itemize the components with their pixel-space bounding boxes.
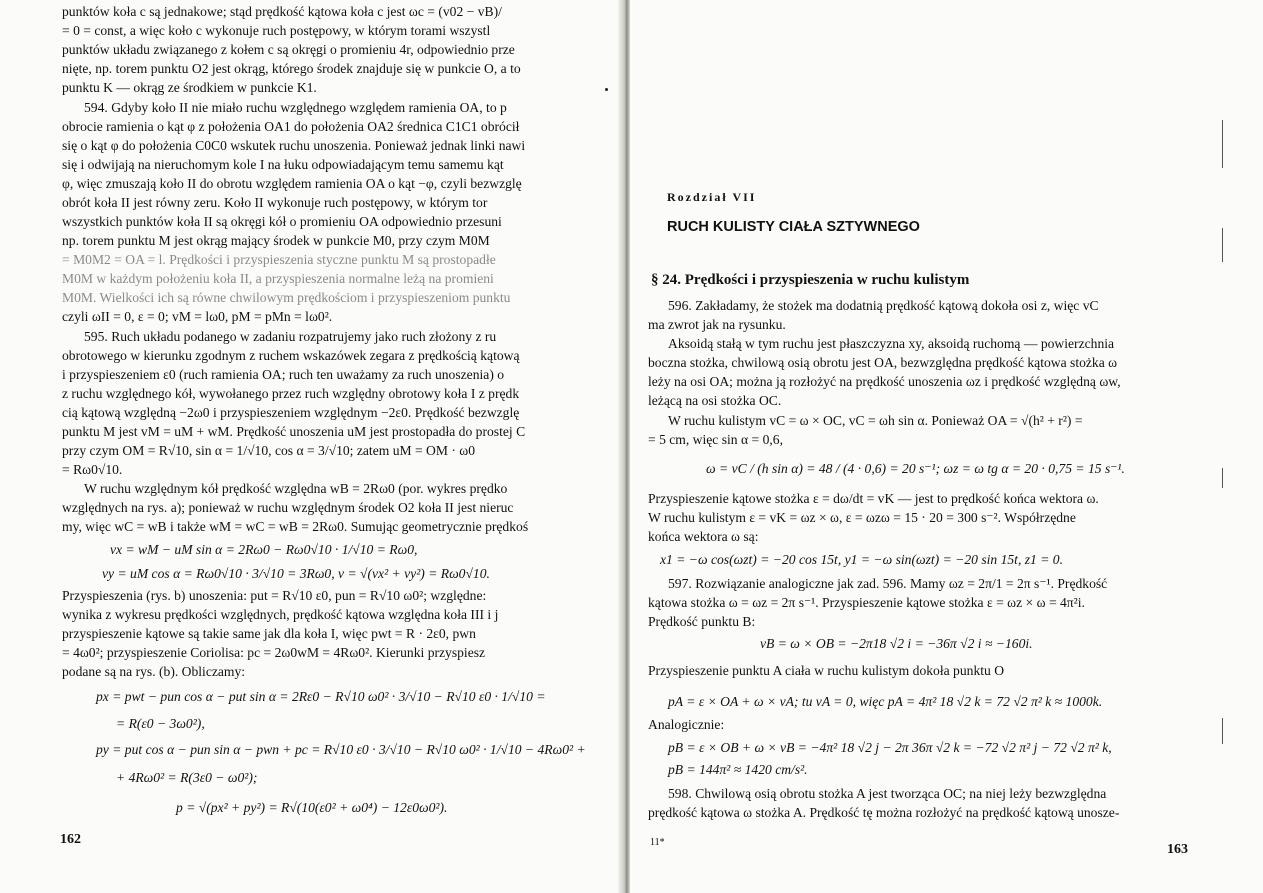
text-line: M0M w każdym położeniu koła II, a przyspieszenia normalne leżą na promieni — [62, 271, 494, 286]
text-line: się o kąt φ do położenia C0C0 wskutek ruchu unoszenia. Ponieważ jednak linki nawi — [62, 138, 526, 153]
text-line: nięte, np. torem punktu O2 jest okrąg, którego środek znajduje się w punkcie O, a to — [62, 61, 521, 76]
equation-pb-magnitude: pB = 144π² ≈ 1420 cm/s². — [668, 762, 808, 777]
text-line: obrót koła II jest równy zeru. Koło II wykonuje ruch postępowy, w którym tor — [62, 195, 488, 210]
problem-598-start: 598. Chwilową osią obrotu stożka A jest tworząca OC; na niej leży bezwzględna — [668, 786, 1107, 801]
text-line: obrocie ramienia o kąt φ z położenia OA1 do położenia OA2 średnica C1C1 obrócił — [62, 119, 520, 134]
text-line: = Rω0√10. — [62, 462, 123, 477]
text-line: leży na osi OA; można ją rozłożyć na prędkość unoszenia ωz i prędkość względną ωw, — [648, 374, 1121, 389]
text-line: = 5 cm, więc sin α = 0,6, — [648, 432, 783, 447]
text-line: ma zwrot jak na rysunku. — [648, 317, 786, 332]
text-line: punktu K — okrąg ze środkiem w punkcie K1. — [62, 80, 317, 95]
text-line: Prędkość punktu B: — [648, 614, 756, 629]
scan-margin-mark — [1222, 120, 1223, 168]
text-line: = M0M2 = OA = l. Prędkości i przyspieszenia styczne punktu M są prostopadłe — [62, 252, 496, 267]
left-page — [0, 0, 622, 893]
page-number-left: 162 — [60, 832, 81, 847]
equation-vx: vx = wM − uM sin α = 2Rω0 − Rω0√10 · 1/√10 = Rω0, — [110, 542, 418, 557]
text-line: względnych na rys. a); ponieważ w ruchu względnym środek O2 koła II jest nieruc — [62, 500, 514, 515]
equation-p: p = √(px² + py²) = R√(10(ε0² + ω0⁴) − 12ε0ω0²). — [176, 800, 448, 815]
text-line: Analogicznie: — [648, 717, 725, 732]
equation-omega: ω = vC / (h sin α) = 48 / (4 · 0,6) = 20 s⁻¹; ωz = ω tg α = 20 · 0,75 = 15 s⁻¹. — [706, 461, 1125, 476]
text-line: = 4ω0²; przyspieszenie Coriolisa: pc = 2ω0wM = 4Rω0². Kierunki przyspiesz — [62, 645, 486, 660]
text-line: Przyspieszenie kątowe stożka ε = dω/dt = vK — jest to prędkość końca wektora ω. — [648, 491, 1099, 506]
page-number-right: 163 — [1167, 842, 1188, 857]
text-line: boczna stożka, chwilową osią obrotu jest OA, bezwzględna prędkość kątowa stożka ω — [648, 355, 1118, 370]
text-line: z ruchu względnego kół, wywołanego przez ruch względny obrotowy koła I z prędk — [62, 386, 520, 401]
text-line: przy czym OM = R√10, sin α = 1/√10, cos α = 3/√10; zatem uM = OM · ω0 — [62, 443, 476, 458]
text-line: się i odwijają na nieruchomym kole I na łuku odpowiadającym temu samemu kąt — [62, 157, 504, 172]
equation-px: px = pwt − pun cos α − put sin α = 2Rε0 − R√10 ω0² · 3/√10 − R√10 ε0 · 1/√10 = — [96, 689, 546, 704]
text-line: punktów układu związanego z kołem c są okręgi o promieniu 4r, odpowiednio prze — [62, 42, 515, 57]
printer-signature: 11* — [650, 837, 665, 848]
text-line: kątowa stożka ω = ωz = 2π s⁻¹. Przyspieszenie kątowe stożka ε = ωz × ω = 4π²i. — [648, 595, 1085, 610]
text-line: i przyspieszeniem ε0 (ruch ramienia OA; ruch ten uważamy za ruch unoszenia) o — [62, 367, 505, 382]
text-line: punktów koła c są jednakowe; stąd prędkość kątowa koła c jest ωc = (v02 − vB)/ — [62, 4, 502, 19]
text-line: W ruchu kulistym ε = vK = ωz × ω, ε = ωzω = 15 · 20 = 300 s⁻². Współrzędne — [648, 510, 1076, 525]
text-line: cią kątową względną −2ω0 i przyspieszeniem względnym −2ε0. Prędkość bezwzglę — [62, 405, 520, 420]
text-line: my, więc wC = wB i także wM = wC = wB = 2Rω0. Sumując geometrycznie prędkoś — [62, 519, 529, 534]
text-line: M0M. Wielkości ich są równe chwilowym prędkościom i przyspieszeniom punktu — [62, 290, 511, 305]
text-line: końca wektora ω są: — [648, 529, 759, 544]
equation-py-result: + 4Rω0² = R(3ε0 − ω0²); — [116, 770, 258, 785]
text-line: wszystkich punktów koła II są okręgi kół o promieniu OA odpowiednio przesuni — [62, 214, 502, 229]
equation-coordinates: x1 = −ω cos(ωzt) = −20 cos 15t, y1 = −ω sin(ωzt) = −20 sin 15t, z1 = 0. — [660, 552, 1064, 567]
chapter-label: Rozdział VII — [667, 190, 757, 204]
scan-speck — [605, 88, 608, 91]
equation-pb: pB = ε × OB + ω × vB = −4π² 18 √2 j − 2π 36π √2 k = −72 √2 π² j − 72 √2 π² k, — [668, 740, 1112, 755]
text-line: Przyspieszenie punktu A ciała w ruchu kulistym dokoła punktu O — [648, 663, 1005, 678]
equation-py: py = put cos α − pun sin α − pwn + pc = R√10 ε0 · 3/√10 − R√10 ω0² · 1/√10 − 4Rω0² + — [96, 742, 586, 757]
text-line: obrotowego w kierunku zgodnym z ruchem wskazówek zegara z prędkością kątową — [62, 348, 520, 363]
equation-px-result: = R(ε0 − 3ω0²), — [116, 716, 205, 731]
problem-594-start: 594. Gdyby koło II nie miało ruchu względnego względem ramienia OA, to p — [84, 100, 507, 115]
text-line: np. torem punktu M jest okrąg mający środek w punkcie M0, przy czym M0M — [62, 233, 490, 248]
equation-vy: vy = uM cos α = Rω0√10 · 3/√10 = 3Rω0, v = √(vx² + vy²) = Rω0√10. — [102, 566, 490, 581]
scan-margin-mark — [1222, 468, 1223, 488]
text-line: przyspieszenie kątowe są takie same jak dla koła I, więc pwt = R · 2ε0, pwn — [62, 626, 476, 641]
text-line: podane są na rys. (b). Obliczamy: — [62, 664, 246, 679]
scan-margin-mark — [1222, 228, 1223, 262]
problem-597-start: 597. Rozwiązanie analogiczne jak zad. 596. Mamy ωz = 2π/1 = 2π s⁻¹. Prędkość — [668, 576, 1108, 591]
text-line: = 0 = const, a więc koło c wykonuje ruch postępowy, w którym torami wszystl — [62, 23, 491, 38]
equation-pa: pA = ε × OA + ω × vA; tu vA = 0, więc pA = 4π² 18 √2 k = 72 √2 π² k ≈ 1000k. — [668, 694, 1103, 709]
text-line: wynika z wykresu prędkości względnych, prędkość kątowa względna koła III i j — [62, 607, 499, 622]
problem-595-start: 595. Ruch układu podanego w zadaniu rozpatrujemy jako ruch złożony z ru — [84, 329, 497, 344]
text-line: Przyspieszenia (rys. b) unoszenia: put = R√10 ε0, pun = R√10 ω0²; względne: — [62, 588, 487, 603]
text-line: czyli ωII = 0, ε = 0; vM = lω0, pM = pMn = lω0². — [62, 309, 333, 324]
scan-margin-mark — [1222, 718, 1223, 744]
chapter-title: RUCH KULISTY CIAŁA SZTYWNEGO — [667, 219, 920, 235]
equation-vb: vB = ω × OB = −2π18 √2 i = −36π √2 i ≈ −160i. — [760, 636, 1033, 651]
text-line: Aksoidą stałą w tym ruchu jest płaszczyzna xy, aksoidą ruchomą — powierzchnia — [668, 336, 1115, 351]
text-line: punktu M jest vM = uM + wM. Prędkość unoszenia uM jest prostopadła do prostej C — [62, 424, 526, 439]
text-line: leżącą na osi stożka OC. — [648, 393, 782, 408]
text-line: φ, więc zmuszają koło II do obrotu względem ramienia OA o kąt −φ, czyli bezwzglę — [62, 176, 522, 191]
text-line: W ruchu względnym kół prędkość względna wB = 2Rω0 (por. wykres prędko — [84, 481, 508, 496]
section-heading: § 24. Prędkości i przyspieszenia w ruchu kulistym — [651, 272, 970, 288]
text-line: prędkość kątowa ω stożka A. Prędkość tę można rozłożyć na prędkość kątową unosze- — [648, 805, 1120, 820]
text-line: W ruchu kulistym vC = ω × OC, vC = ωh sin α. Ponieważ OA = √(h² + r²) = — [668, 413, 1083, 428]
problem-596-start: 596. Zakładamy, że stożek ma dodatnią prędkość kątową dokoła osi z, więc vC — [668, 298, 1099, 313]
